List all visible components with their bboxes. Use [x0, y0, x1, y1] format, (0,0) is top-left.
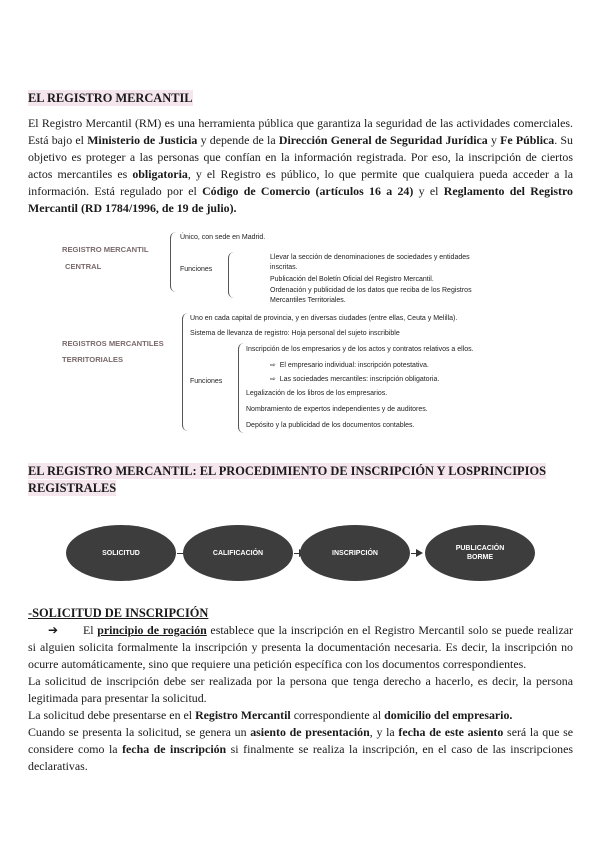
solicitud-paragraph: ➔ El principio de rogación establece que la inscripción en el Registro Mercantil solo se puede realizar si alguien solicita formalmente la inscripción y presenta la documentación necesaria. Es decir, la inscripción no ocurre automáticamente, sino que requiere una petición específica con los documentos correspondientes. La solicitud de inscripción debe ser realizada por la persona que tenga derecho a hacerlo, es decir, la persona legitimada para presentar la solicitud. La solicitud debe presentarse en el Registro Mercantil correspondiente al domicilio del empresario. Cuando se presenta la solicitud, se genera un asiento de presentación, y la fecha de este asiento será la que se considere como la fecha de inscripción si finalmente se realiza la inscripción, en el caso de las inscripciones declarativas.	[28, 623, 574, 773]
territorial-item-2: Sistema de llevanza de registro: Hoja personal del sujeto inscribible	[190, 330, 400, 337]
flow-step-calificacion: CALIFICACIÓN	[183, 525, 293, 581]
bold-fe-publica: Fe Pública	[500, 133, 555, 147]
territorial-label: REGISTROS MERCANTILES	[62, 339, 164, 348]
territorial-label-2: TERRITORIALES	[62, 355, 124, 364]
central-label-2: CENTRAL	[65, 262, 102, 271]
bold-codigo-comercio: Código de Comercio (artículos 16 a 24)	[202, 184, 414, 198]
subtitle-solicitud: -SOLICITUD DE INSCRIPCIÓN	[28, 606, 209, 620]
territorial-item-1: Uno en cada capital de provincia, y en diversas ciudades (entre ellas, Ceuta y Melilla).	[190, 315, 458, 322]
central-unique: Único, con sede en Madrid.	[180, 234, 266, 241]
central-function-2: Publicación del Boletín Oficial del Registro Mercantil.	[270, 276, 434, 283]
territorial-function-1: Inscripción de los empresarios y de los actos y contratos relativos a ellos.	[246, 346, 474, 353]
bold-domicilio: domicilio del empresario.	[384, 708, 513, 722]
central-brace	[170, 232, 177, 292]
central-function-3b: Mercantiles Territoriales.	[270, 297, 346, 304]
territorial-brace	[182, 313, 189, 431]
territorial-funciones-label: Funciones	[190, 378, 223, 385]
flow-arrow-3	[411, 553, 421, 554]
arrow-right-icon: ➔	[48, 623, 58, 637]
arrow-right-icon: ⇨	[270, 362, 276, 369]
bold-asiento: asiento de presentación	[250, 725, 370, 739]
section-title-procedimiento: EL REGISTRO MERCANTIL: EL PROCEDIMIENTO DE INSCRIPCIÓN Y LOSPRINCIPIOS	[28, 464, 546, 478]
central-function-3: Ordenación y publicidad de los datos que reciba de los Registros	[270, 287, 472, 294]
bold-direccion-general: Dirección General de Seguridad Jurídica	[278, 133, 488, 147]
flow-step-solicitud: SOLICITUD	[66, 525, 176, 581]
territorial-function-2: Legalización de los libros de los empresarios.	[246, 390, 388, 397]
territorial-funciones-brace	[238, 343, 245, 433]
central-funciones-brace	[228, 252, 235, 298]
territorial-function-4: Depósito y la publicidad de los documentos contables.	[246, 422, 415, 429]
flow-step-publicacion: PUBLICACIÓN BORME	[425, 525, 535, 581]
central-label: REGISTRO MERCANTIL	[62, 245, 149, 254]
central-function-1b: inscritas.	[270, 264, 298, 271]
flow-step-inscripcion: INSCRIPCIÓN	[300, 525, 410, 581]
central-function-1: Llevar la sección de denominaciones de sociedades y entidades	[270, 254, 470, 261]
bold-fecha-asiento: fecha de este asiento	[398, 725, 504, 739]
central-funciones-label: Funciones	[180, 266, 213, 273]
section-title-procedimiento-2: REGISTRALES	[28, 481, 117, 495]
arrow-right-icon: ⇨	[270, 376, 276, 383]
bold-ministerio: Ministerio de Justicia	[87, 133, 198, 147]
bold-reglamento: Reglamento del Registro Mercantil (RD 1784/1996, de 19 de julio).	[28, 184, 573, 215]
bold-registro-mercantil: Registro Mercantil	[195, 708, 291, 722]
territorial-function-3: Nombramiento de expertos independientes y de auditores.	[246, 406, 428, 413]
bold-principio-rogacion: principio de rogación	[97, 623, 207, 637]
intro-paragraph: El Registro Mercantil (RM) es una herramienta pública que garantiza la seguridad de las actividades comerciales. Está bajo el Ministerio de Justicia y depende de la Dirección General de Seguridad Jurídica y Fe Pública. Su objetivo es proteger a las personas que confían en la información registrada. Por eso, la inscripción de ciertos actos mercantiles es obligatoria, y el Registro es público, lo que permite que cualquiera pueda acceder a la información. Está regulado por el Código de Comercio (artículos 16 a 24) y el Reglamento del Registro Mercantil (RD 1784/1996, de 19 de julio).	[28, 116, 573, 215]
territorial-function-1b: ⇨ Las sociedades mercantiles: inscripción obligatoria.	[270, 376, 440, 383]
bold-obligatoria: obligatoria	[132, 167, 188, 181]
bold-fecha-inscripcion: fecha de inscripción	[122, 742, 227, 756]
section-title-registro-mercantil: EL REGISTRO MERCANTIL	[28, 91, 193, 105]
territorial-function-1a: ⇨ El empresario individual: inscripción potestativa.	[270, 362, 429, 369]
